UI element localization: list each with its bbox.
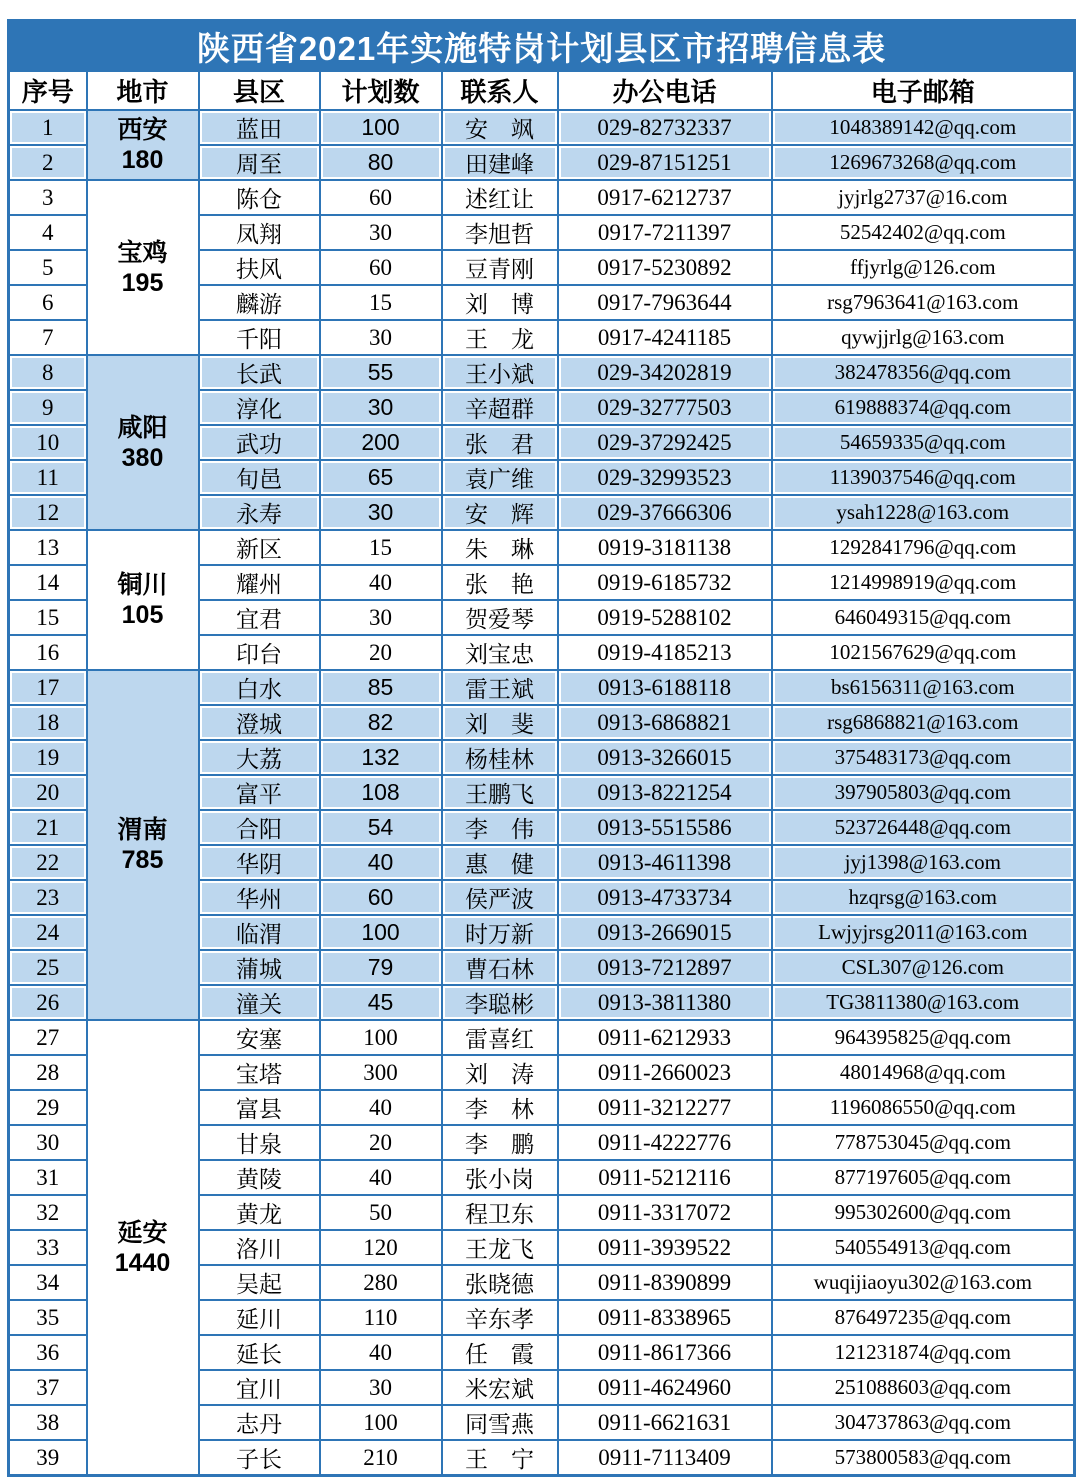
email-cell: 121231874@qq.com bbox=[772, 1335, 1075, 1370]
email-cell: 1269673268@qq.com bbox=[772, 145, 1075, 180]
row-number-cell: 20 bbox=[9, 775, 87, 810]
row-number-cell: 1 bbox=[9, 110, 87, 145]
plan-count-cell: 30 bbox=[320, 390, 442, 425]
row-number-cell: 23 bbox=[9, 880, 87, 915]
office-phone-cell: 0917-7211397 bbox=[558, 215, 772, 250]
plan-count-cell: 20 bbox=[320, 635, 442, 670]
office-phone-cell: 0911-3317072 bbox=[558, 1195, 772, 1230]
contact-name-cell: 王 宁 bbox=[442, 1440, 558, 1476]
city-cell bbox=[87, 355, 199, 530]
office-phone-cell: 0919-4185213 bbox=[558, 635, 772, 670]
contact-name-cell: 王龙飞 bbox=[442, 1230, 558, 1265]
contact-name-cell: 李 鹏 bbox=[442, 1125, 558, 1160]
plan-count-cell: 85 bbox=[320, 670, 442, 705]
county-cell: 扶风 bbox=[199, 250, 320, 285]
office-phone-cell: 0913-6868821 bbox=[558, 705, 772, 740]
city-total: 380 bbox=[121, 443, 164, 472]
county-cell: 吴起 bbox=[199, 1265, 320, 1300]
county-cell: 耀州 bbox=[199, 565, 320, 600]
county-cell: 凤翔 bbox=[199, 215, 320, 250]
column-header-contact: 联系人 bbox=[442, 71, 558, 110]
email-cell: 573800583@qq.com bbox=[772, 1440, 1075, 1476]
row-number-cell: 8 bbox=[9, 355, 87, 390]
county-cell: 延长 bbox=[199, 1335, 320, 1370]
contact-name-cell: 张小岗 bbox=[442, 1160, 558, 1195]
county-cell: 临渭 bbox=[199, 915, 320, 950]
office-phone-cell: 0913-3811380 bbox=[558, 985, 772, 1020]
contact-name-cell: 辛东孝 bbox=[442, 1300, 558, 1335]
email-cell: jyjrlg2737@16.com bbox=[772, 180, 1075, 215]
office-phone-cell: 029-34202819 bbox=[558, 355, 772, 390]
county-cell: 黄龙 bbox=[199, 1195, 320, 1230]
row-number-cell: 28 bbox=[9, 1055, 87, 1090]
row-number-cell: 12 bbox=[9, 495, 87, 530]
document-page bbox=[7, 19, 1076, 1477]
office-phone-cell: 0913-4611398 bbox=[558, 845, 772, 880]
office-phone-cell: 0911-7113409 bbox=[558, 1440, 772, 1476]
plan-count-cell: 50 bbox=[320, 1195, 442, 1230]
table-row bbox=[9, 530, 1075, 565]
email-cell: rsg7963641@163.com bbox=[772, 285, 1075, 320]
plan-count-cell: 30 bbox=[320, 495, 442, 530]
county-cell: 新区 bbox=[199, 530, 320, 565]
plan-count-cell: 40 bbox=[320, 845, 442, 880]
plan-count-cell: 100 bbox=[320, 1405, 442, 1440]
table-row bbox=[9, 1020, 1075, 1055]
plan-count-cell: 60 bbox=[320, 180, 442, 215]
office-phone-cell: 0911-8617366 bbox=[558, 1335, 772, 1370]
county-cell: 富平 bbox=[199, 775, 320, 810]
email-cell: 995302600@qq.com bbox=[772, 1195, 1075, 1230]
plan-count-cell: 15 bbox=[320, 530, 442, 565]
row-number-cell: 18 bbox=[9, 705, 87, 740]
county-cell: 长武 bbox=[199, 355, 320, 390]
contact-name-cell: 述红让 bbox=[442, 180, 558, 215]
row-number-cell: 21 bbox=[9, 810, 87, 845]
office-phone-cell: 029-37666306 bbox=[558, 495, 772, 530]
row-number-cell: 13 bbox=[9, 530, 87, 565]
office-phone-cell: 0913-8221254 bbox=[558, 775, 772, 810]
row-number-cell: 24 bbox=[9, 915, 87, 950]
row-number-cell: 27 bbox=[9, 1020, 87, 1055]
county-cell: 安塞 bbox=[199, 1020, 320, 1055]
contact-name-cell: 刘宝忠 bbox=[442, 635, 558, 670]
plan-count-cell: 120 bbox=[320, 1230, 442, 1265]
office-phone-cell: 0911-8338965 bbox=[558, 1300, 772, 1335]
contact-name-cell: 惠 健 bbox=[442, 845, 558, 880]
contact-name-cell: 张晓德 bbox=[442, 1265, 558, 1300]
email-cell: TG3811380@163.com bbox=[772, 985, 1075, 1020]
contact-name-cell: 安 辉 bbox=[442, 495, 558, 530]
table-row bbox=[9, 355, 1075, 390]
column-header-email: 电子邮箱 bbox=[772, 71, 1075, 110]
plan-count-cell: 40 bbox=[320, 1335, 442, 1370]
county-cell: 宜君 bbox=[199, 600, 320, 635]
email-cell: 619888374@qq.com bbox=[772, 390, 1075, 425]
contact-name-cell: 张 君 bbox=[442, 425, 558, 460]
county-cell: 白水 bbox=[199, 670, 320, 705]
city-cell bbox=[87, 180, 199, 355]
office-phone-cell: 0919-6185732 bbox=[558, 565, 772, 600]
contact-name-cell: 杨桂林 bbox=[442, 740, 558, 775]
email-cell: 54659335@qq.com bbox=[772, 425, 1075, 460]
column-header-no: 序号 bbox=[9, 71, 87, 110]
table-row bbox=[9, 670, 1075, 705]
plan-count-cell: 60 bbox=[320, 880, 442, 915]
city-total: 785 bbox=[121, 846, 164, 874]
plan-count-cell: 82 bbox=[320, 705, 442, 740]
plan-count-cell: 108 bbox=[320, 775, 442, 810]
row-number-cell: 14 bbox=[9, 565, 87, 600]
email-cell: 964395825@qq.com bbox=[772, 1020, 1075, 1055]
office-phone-cell: 0913-4733734 bbox=[558, 880, 772, 915]
email-cell: 304737863@qq.com bbox=[772, 1405, 1075, 1440]
city-total: 180 bbox=[121, 146, 164, 174]
row-number-cell: 16 bbox=[9, 635, 87, 670]
plan-count-cell: 100 bbox=[320, 110, 442, 145]
contact-name-cell: 豆青刚 bbox=[442, 250, 558, 285]
city-cell bbox=[87, 670, 199, 1020]
email-cell: 48014968@qq.com bbox=[772, 1055, 1075, 1090]
row-number-cell: 17 bbox=[9, 670, 87, 705]
office-phone-cell: 0911-3212277 bbox=[558, 1090, 772, 1125]
contact-name-cell: 任 霞 bbox=[442, 1335, 558, 1370]
county-cell: 蒲城 bbox=[199, 950, 320, 985]
column-header-county: 县区 bbox=[199, 71, 320, 110]
contact-name-cell: 同雪燕 bbox=[442, 1405, 558, 1440]
contact-name-cell: 安 飒 bbox=[442, 110, 558, 145]
email-cell: ysah1228@163.com bbox=[772, 495, 1075, 530]
city-cell bbox=[87, 530, 199, 670]
row-number-cell: 32 bbox=[9, 1195, 87, 1230]
office-phone-cell: 0917-5230892 bbox=[558, 250, 772, 285]
email-cell: ffjyrlg@126.com bbox=[772, 250, 1075, 285]
county-cell: 陈仓 bbox=[199, 180, 320, 215]
email-cell: hzqrsg@163.com bbox=[772, 880, 1075, 915]
office-phone-cell: 029-32993523 bbox=[558, 460, 772, 495]
column-header-phone: 办公电话 bbox=[558, 71, 772, 110]
contact-name-cell: 王小斌 bbox=[442, 355, 558, 390]
contact-name-cell: 田建峰 bbox=[442, 145, 558, 180]
row-number-cell: 33 bbox=[9, 1230, 87, 1265]
office-phone-cell: 0911-8390899 bbox=[558, 1265, 772, 1300]
row-number-cell: 39 bbox=[9, 1440, 87, 1476]
county-cell: 子长 bbox=[199, 1440, 320, 1476]
county-cell: 富县 bbox=[199, 1090, 320, 1125]
county-cell: 宝塔 bbox=[199, 1055, 320, 1090]
county-cell: 甘泉 bbox=[199, 1125, 320, 1160]
email-cell: 375483173@qq.com bbox=[772, 740, 1075, 775]
column-header-row bbox=[9, 71, 1075, 110]
plan-count-cell: 15 bbox=[320, 285, 442, 320]
email-cell: 1214998919@qq.com bbox=[772, 565, 1075, 600]
email-cell: rsg6868821@163.com bbox=[772, 705, 1075, 740]
email-cell: 1048389142@qq.com bbox=[772, 110, 1075, 145]
county-cell: 千阳 bbox=[199, 320, 320, 355]
plan-count-cell: 40 bbox=[320, 565, 442, 600]
plan-count-cell: 132 bbox=[320, 740, 442, 775]
email-cell: wuqijiaoyu302@163.com bbox=[772, 1265, 1075, 1300]
office-phone-cell: 0919-5288102 bbox=[558, 600, 772, 635]
table-row bbox=[9, 110, 1075, 145]
email-cell: 1196086550@qq.com bbox=[772, 1090, 1075, 1125]
city-total: 195 bbox=[121, 268, 164, 297]
city-name: 宝鸡 bbox=[117, 238, 168, 267]
office-phone-cell: 0913-2669015 bbox=[558, 915, 772, 950]
office-phone-cell: 0911-2660023 bbox=[558, 1055, 772, 1090]
contact-name-cell: 张 艳 bbox=[442, 565, 558, 600]
email-cell: 251088603@qq.com bbox=[772, 1370, 1075, 1405]
email-cell: 52542402@qq.com bbox=[772, 215, 1075, 250]
county-cell: 淳化 bbox=[199, 390, 320, 425]
county-cell: 麟游 bbox=[199, 285, 320, 320]
plan-count-cell: 280 bbox=[320, 1265, 442, 1300]
contact-name-cell: 刘 涛 bbox=[442, 1055, 558, 1090]
office-phone-cell: 0911-4222776 bbox=[558, 1125, 772, 1160]
county-cell: 潼关 bbox=[199, 985, 320, 1020]
contact-name-cell: 雷王斌 bbox=[442, 670, 558, 705]
city-name: 铜川 bbox=[117, 571, 168, 599]
row-number-cell: 5 bbox=[9, 250, 87, 285]
county-cell: 永寿 bbox=[199, 495, 320, 530]
row-number-cell: 15 bbox=[9, 600, 87, 635]
county-cell: 华阴 bbox=[199, 845, 320, 880]
plan-count-cell: 110 bbox=[320, 1300, 442, 1335]
county-cell: 旬邑 bbox=[199, 460, 320, 495]
email-cell: 1021567629@qq.com bbox=[772, 635, 1075, 670]
office-phone-cell: 0911-5212116 bbox=[558, 1160, 772, 1195]
city-name: 延安 bbox=[117, 1218, 168, 1247]
county-cell: 大荔 bbox=[199, 740, 320, 775]
row-number-cell: 9 bbox=[9, 390, 87, 425]
city-name: 西安 bbox=[117, 116, 168, 144]
row-number-cell: 22 bbox=[9, 845, 87, 880]
city-cell bbox=[87, 1020, 199, 1476]
plan-count-cell: 79 bbox=[320, 950, 442, 985]
office-phone-cell: 029-37292425 bbox=[558, 425, 772, 460]
county-cell: 印台 bbox=[199, 635, 320, 670]
city-name: 咸阳 bbox=[117, 413, 168, 442]
county-cell: 洛川 bbox=[199, 1230, 320, 1265]
plan-count-cell: 30 bbox=[320, 600, 442, 635]
office-phone-cell: 0919-3181138 bbox=[558, 530, 772, 565]
column-header-plan: 计划数 bbox=[320, 71, 442, 110]
email-cell: 382478356@qq.com bbox=[772, 355, 1075, 390]
row-number-cell: 6 bbox=[9, 285, 87, 320]
row-number-cell: 37 bbox=[9, 1370, 87, 1405]
county-cell: 华州 bbox=[199, 880, 320, 915]
plan-count-cell: 300 bbox=[320, 1055, 442, 1090]
office-phone-cell: 0911-6621631 bbox=[558, 1405, 772, 1440]
contact-name-cell: 程卫东 bbox=[442, 1195, 558, 1230]
row-number-cell: 10 bbox=[9, 425, 87, 460]
column-header-city: 地市 bbox=[87, 71, 199, 110]
plan-count-cell: 20 bbox=[320, 1125, 442, 1160]
county-cell: 蓝田 bbox=[199, 110, 320, 145]
contact-name-cell: 贺爱琴 bbox=[442, 600, 558, 635]
table-row bbox=[9, 180, 1075, 215]
plan-count-cell: 54 bbox=[320, 810, 442, 845]
contact-name-cell: 雷喜红 bbox=[442, 1020, 558, 1055]
row-number-cell: 36 bbox=[9, 1335, 87, 1370]
office-phone-cell: 0913-5515586 bbox=[558, 810, 772, 845]
row-number-cell: 29 bbox=[9, 1090, 87, 1125]
office-phone-cell: 029-32777503 bbox=[558, 390, 772, 425]
plan-count-cell: 100 bbox=[320, 915, 442, 950]
plan-count-cell: 30 bbox=[320, 1370, 442, 1405]
row-number-cell: 25 bbox=[9, 950, 87, 985]
contact-name-cell: 李旭哲 bbox=[442, 215, 558, 250]
contact-name-cell: 刘 斐 bbox=[442, 705, 558, 740]
email-cell: jyj1398@163.com bbox=[772, 845, 1075, 880]
office-phone-cell: 0917-7963644 bbox=[558, 285, 772, 320]
row-number-cell: 35 bbox=[9, 1300, 87, 1335]
plan-count-cell: 40 bbox=[320, 1160, 442, 1195]
contact-name-cell: 王 龙 bbox=[442, 320, 558, 355]
row-number-cell: 7 bbox=[9, 320, 87, 355]
email-cell: qywjjrlg@163.com bbox=[772, 320, 1075, 355]
contact-name-cell: 李 林 bbox=[442, 1090, 558, 1125]
email-cell: 646049315@qq.com bbox=[772, 600, 1075, 635]
contact-name-cell: 米宏斌 bbox=[442, 1370, 558, 1405]
county-cell: 宜川 bbox=[199, 1370, 320, 1405]
email-cell: 397905803@qq.com bbox=[772, 775, 1075, 810]
city-cell bbox=[87, 110, 199, 180]
email-cell: Lwjyjrsg2011@163.com bbox=[772, 915, 1075, 950]
table-body bbox=[9, 110, 1075, 1476]
contact-name-cell: 侯严波 bbox=[442, 880, 558, 915]
county-cell: 合阳 bbox=[199, 810, 320, 845]
county-cell: 黄陵 bbox=[199, 1160, 320, 1195]
office-phone-cell: 0913-3266015 bbox=[558, 740, 772, 775]
plan-count-cell: 65 bbox=[320, 460, 442, 495]
row-number-cell: 11 bbox=[9, 460, 87, 495]
row-number-cell: 26 bbox=[9, 985, 87, 1020]
office-phone-cell: 0911-3939522 bbox=[558, 1230, 772, 1265]
plan-count-cell: 55 bbox=[320, 355, 442, 390]
plan-count-cell: 210 bbox=[320, 1440, 442, 1476]
email-cell: CSL307@126.com bbox=[772, 950, 1075, 985]
county-cell: 武功 bbox=[199, 425, 320, 460]
plan-count-cell: 80 bbox=[320, 145, 442, 180]
office-phone-cell: 029-82732337 bbox=[558, 110, 772, 145]
email-cell: 540554913@qq.com bbox=[772, 1230, 1075, 1265]
email-cell: 1139037546@qq.com bbox=[772, 460, 1075, 495]
contact-name-cell: 辛超群 bbox=[442, 390, 558, 425]
contact-name-cell: 曹石林 bbox=[442, 950, 558, 985]
contact-name-cell: 刘 博 bbox=[442, 285, 558, 320]
office-phone-cell: 0911-4624960 bbox=[558, 1370, 772, 1405]
email-cell: 876497235@qq.com bbox=[772, 1300, 1075, 1335]
recruitment-info-table bbox=[7, 19, 1076, 1477]
email-cell: 1292841796@qq.com bbox=[772, 530, 1075, 565]
email-cell: 523726448@qq.com bbox=[772, 810, 1075, 845]
plan-count-cell: 45 bbox=[320, 985, 442, 1020]
city-total: 1440 bbox=[114, 1248, 171, 1277]
plan-count-cell: 200 bbox=[320, 425, 442, 460]
plan-count-cell: 30 bbox=[320, 215, 442, 250]
contact-name-cell: 李聪彬 bbox=[442, 985, 558, 1020]
plan-count-cell: 40 bbox=[320, 1090, 442, 1125]
row-number-cell: 38 bbox=[9, 1405, 87, 1440]
contact-name-cell: 李 伟 bbox=[442, 810, 558, 845]
row-number-cell: 30 bbox=[9, 1125, 87, 1160]
row-number-cell: 4 bbox=[9, 215, 87, 250]
office-phone-cell: 0917-4241185 bbox=[558, 320, 772, 355]
contact-name-cell: 袁广维 bbox=[442, 460, 558, 495]
page-title: 陕西省2021年实施特岗计划县区市招聘信息表 bbox=[9, 21, 1075, 72]
row-number-cell: 19 bbox=[9, 740, 87, 775]
city-total: 105 bbox=[121, 601, 164, 629]
county-cell: 澄城 bbox=[199, 705, 320, 740]
email-cell: bs6156311@163.com bbox=[772, 670, 1075, 705]
county-cell: 志丹 bbox=[199, 1405, 320, 1440]
plan-count-cell: 60 bbox=[320, 250, 442, 285]
row-number-cell: 34 bbox=[9, 1265, 87, 1300]
contact-name-cell: 王鹏飞 bbox=[442, 775, 558, 810]
county-cell: 周至 bbox=[199, 145, 320, 180]
row-number-cell: 2 bbox=[9, 145, 87, 180]
row-number-cell: 31 bbox=[9, 1160, 87, 1195]
plan-count-cell: 30 bbox=[320, 320, 442, 355]
contact-name-cell: 时万新 bbox=[442, 915, 558, 950]
county-cell: 延川 bbox=[199, 1300, 320, 1335]
email-cell: 778753045@qq.com bbox=[772, 1125, 1075, 1160]
office-phone-cell: 0911-6212933 bbox=[558, 1020, 772, 1055]
contact-name-cell: 朱 琳 bbox=[442, 530, 558, 565]
city-name: 渭南 bbox=[117, 816, 168, 844]
office-phone-cell: 029-87151251 bbox=[558, 145, 772, 180]
row-number-cell: 3 bbox=[9, 180, 87, 215]
office-phone-cell: 0913-6188118 bbox=[558, 670, 772, 705]
office-phone-cell: 0913-7212897 bbox=[558, 950, 772, 985]
title-row bbox=[9, 21, 1075, 72]
email-cell: 877197605@qq.com bbox=[772, 1160, 1075, 1195]
plan-count-cell: 100 bbox=[320, 1020, 442, 1055]
office-phone-cell: 0917-6212737 bbox=[558, 180, 772, 215]
